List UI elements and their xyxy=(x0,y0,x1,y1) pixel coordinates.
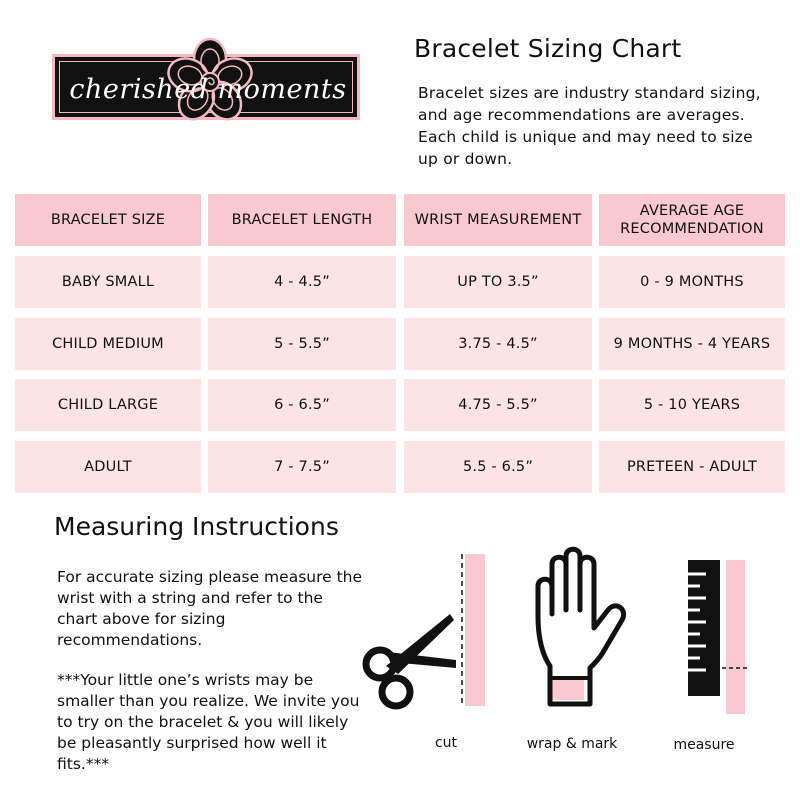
table-cell: ADULT xyxy=(15,441,201,493)
column-header: AVERAGE AGE RECOMMENDATION xyxy=(599,194,785,246)
table-cell: 5 - 5.5” xyxy=(208,318,396,370)
table-cell: CHILD MEDIUM xyxy=(15,318,201,370)
table-cell: 3.75 - 4.5” xyxy=(404,318,592,370)
instruction-paragraph: For accurate sizing please measure the wrist with a string and refer to the chart above for sizing recommendations. xyxy=(57,568,363,649)
page-title: Bracelet Sizing Chart xyxy=(414,34,682,63)
table-cell: 9 MONTHS - 4 YEARS xyxy=(599,318,785,370)
intro-text: Bracelet sizes are industry standard sizing, and age recommendations are averages. Each child is unique and may need to size up or down. xyxy=(418,84,761,168)
step-label-measure: measure xyxy=(673,737,735,753)
table-cell: CHILD LARGE xyxy=(15,379,201,431)
brand-logo xyxy=(52,54,360,120)
table-cell: UP TO 3.5” xyxy=(404,256,592,308)
table-cell: 4.75 - 5.5” xyxy=(404,379,592,431)
ruler-icon xyxy=(680,556,750,718)
table-cell: 7 - 7.5” xyxy=(208,441,396,493)
note-paragraph: ***Your little one’s wrists may be smaller than you realize. We invite you to try on the bracelet & you will likely be pleasantly surprised how well it fits.*** xyxy=(57,671,360,773)
table-cell: 5 - 10 YEARS xyxy=(599,379,785,431)
table-cell: BABY SMALL xyxy=(15,256,201,308)
step-label-cut: cut xyxy=(434,735,458,751)
table-cell: 4 - 4.5” xyxy=(208,256,396,308)
hand-icon xyxy=(528,546,638,722)
scissors-icon xyxy=(358,548,490,718)
column-header: WRIST MEASUREMENT xyxy=(404,194,592,246)
table-cell: PRETEEN - ADULT xyxy=(599,441,785,493)
column-header: BRACELET LENGTH xyxy=(208,194,396,246)
table-cell: 6 - 6.5” xyxy=(208,379,396,431)
table-cell: 0 - 9 MONTHS xyxy=(599,256,785,308)
step-label-wrap-mark: wrap & mark xyxy=(526,736,618,752)
logo-text: cherished moments xyxy=(69,74,347,105)
table-cell: 5.5 - 6.5” xyxy=(404,441,592,493)
column-header: BRACELET SIZE xyxy=(15,194,201,246)
section-title: Measuring Instructions xyxy=(54,512,339,541)
